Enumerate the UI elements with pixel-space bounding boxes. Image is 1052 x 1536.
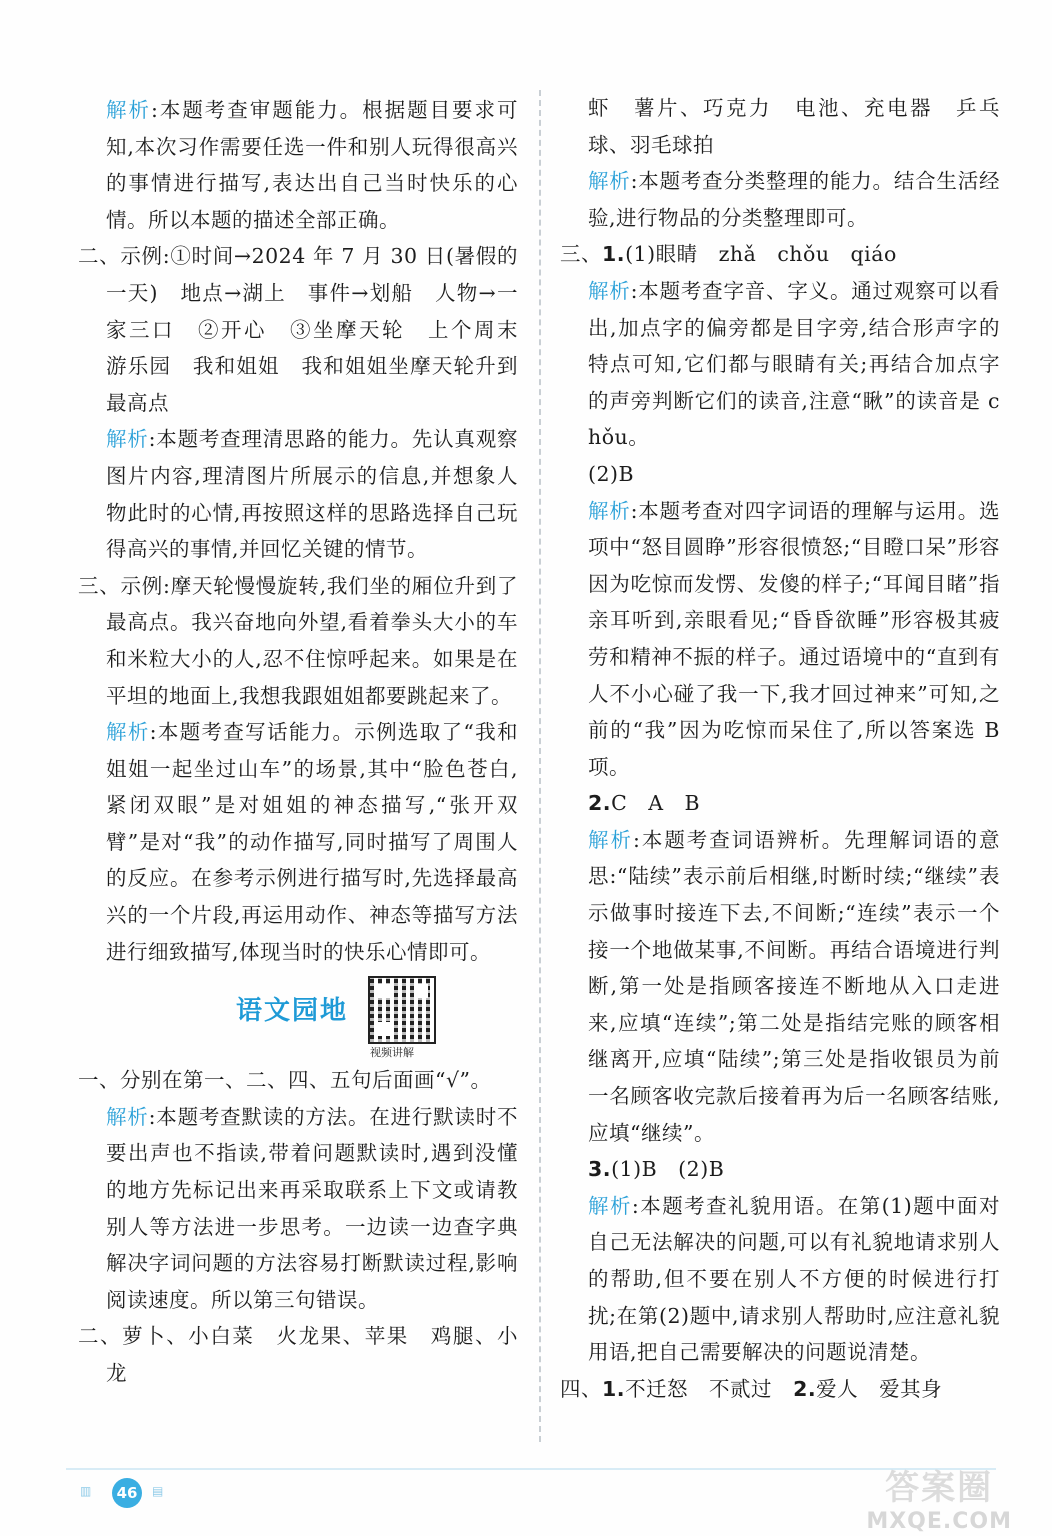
answer-item (78, 568, 518, 714)
decorative-mark-icon: ▥ (80, 1484, 92, 1498)
analysis-tag: 解析 (588, 498, 631, 523)
answer-item (560, 1151, 1000, 1188)
right-column (560, 90, 1000, 1407)
analysis-tag: 解析 (106, 1104, 149, 1129)
analysis-text: :本题考查字音、字义。通过观察可以看出,加点字的偏旁都是目字旁,结合形声字的特点可知,它们都与眼睛有关;再结合加点字的声旁判断它们的读音,注意“瞅”的读音是 chǒu。 (588, 278, 1001, 450)
answer-text: 虾 薯片、巧克力 电池、充电器 乒乓球、羽毛球拍 (588, 96, 1000, 157)
analysis-tag: 解析 (588, 278, 631, 303)
sub-question-number: 2. (793, 1376, 817, 1401)
analysis-text: :本题考查审题能力。根据题目要求可知,本次习作需要任选一件和别人玩得很高兴的事情进行描写,表达出自己当时快乐的心情。所以本题的描述全部正确。 (106, 98, 519, 232)
sub-question-number: 1. (602, 1376, 626, 1401)
answer-analysis (78, 421, 518, 567)
answer-text: 不迁怒 不贰过 (625, 1376, 773, 1401)
question-number: 二、 (78, 1324, 123, 1349)
answer-analysis (560, 273, 1000, 456)
analysis-text: :本题考查分类整理的能力。结合生活经验,进行物品的分类整理即可。 (588, 169, 1001, 230)
analysis-text: :本题考查对四字词语的理解与运用。选项中“怒目圆睁”形容很愤怒;“目瞪口呆”形容因为吃惊而发愣、发傻的样子;“耳闻目睹”指亲耳听到,亲眼看见;“昏昏欲睡”形容极其疲劳和精神不振的样子。通过语境中的“直到有人不小心碰了我一下,我才回过神来”可知,之前的“我”因为吃惊而呆住了,所以答案选 B 项。 (588, 498, 1001, 779)
watermark-logo (866, 1460, 1012, 1534)
column-divider (539, 90, 541, 1442)
watermark-main: 答案圈 (885, 1468, 994, 1508)
analysis-text: :本题考查礼貌用语。在第(1)题中面对自己无法解决的问题,可以有礼貌地请求别人的帮助,但不要在别人不方便的时候进行打扰;在第(2)题中,请求别人帮助时,应注意礼貌用语,把自己需要解决的问题说清楚。 (588, 1193, 1001, 1365)
answer-analysis (560, 822, 1000, 1151)
section-header (78, 976, 518, 1060)
footer-rule (66, 1468, 996, 1470)
page-number: 46 (112, 1478, 142, 1508)
answer-item (78, 238, 539, 421)
answer-item (560, 785, 1000, 822)
analysis-tag: 解析 (106, 98, 151, 122)
answer-item (560, 236, 1000, 273)
question-number: 四、 (560, 1376, 602, 1401)
sub-question-number: 3. (588, 1157, 612, 1182)
analysis-tag: 解析 (588, 169, 631, 194)
qr-code-icon[interactable] (368, 976, 436, 1044)
section-title: 语文园地 (236, 996, 349, 1027)
decorative-mark-icon: ▤ (152, 1484, 164, 1498)
analysis-tag: 解析 (588, 827, 633, 852)
answer-text: 分别在第一、二、四、五句后面画“√”。 (120, 1068, 492, 1093)
answer-text: C A B (611, 791, 701, 816)
question-number: 三、 (560, 242, 602, 267)
answer-item (78, 1062, 518, 1099)
analysis-text: :本题考查写话能力。示例选取了“我和姐姐一起坐过山车”的场景,其中“脸色苍白,紧闭双眼”是对姐姐的神态描写,“张开双臂”是对“我”的动作描写,同时描写了周围人的反应。在参考示例进行描写时,先选择最高兴的一个片段,再运用动作、神态等描写方法进行细致描写,体现当时的快乐心情即可。 (106, 720, 519, 964)
question-number: 三、 (78, 573, 121, 598)
answer-text: 爱人 爱其身 (816, 1376, 943, 1401)
answer-text: (1)眼睛 zhǎ chǒu qiáo (625, 242, 897, 267)
analysis-text: :本题考查词语辨析。先理解词语的意思:“陆续”表示前后相继,时断时续;“继续”表示做事时接连下去,不间断;“连续”表示一个接一个地做某事,不间断。再结合语境进行判断,第一处是指顾客接连不断地从入口走进来,应填“连续”;第二处是指结完账的顾客相继离开,应填“陆续”;第三处是指收银员为前一名顾客收完款后接着再为后一名顾客结账,应填“继续”。 (588, 827, 1001, 1145)
qr-caption: 视频讲解 (370, 1046, 414, 1060)
answer-text-continued (560, 90, 1000, 163)
analysis-tag: 解析 (588, 1193, 632, 1218)
answer-analysis (560, 163, 1000, 236)
analysis-tag: 解析 (106, 720, 150, 745)
answer-text: (1)B (2)B (611, 1157, 725, 1182)
sub-question-number: 2. (588, 791, 612, 816)
answer-text: 萝卜、小白菜 火龙果、苹果 鸡腿、小龙 (106, 1324, 519, 1385)
answer-item (78, 1318, 518, 1391)
analysis-text: :本题考查默读的方法。在进行默读时不要出声也不指读,带着问题默读时,遇到没懂的地方先标记出来再采取联系上下文或请教别人等方法进一步思考。一边读一边查字典解决字词问题的方法容易打断默读过程,影响阅读速度。所以第三句错误。 (106, 1104, 519, 1312)
analysis-tag: 解析 (106, 427, 149, 452)
answer-item (560, 1371, 1000, 1408)
question-number: 二、 (78, 244, 121, 269)
question-number: 一、 (78, 1068, 120, 1093)
answer-analysis (560, 493, 1000, 786)
answer-analysis (560, 1188, 1000, 1371)
watermark-sub: MXQE.COM (866, 1509, 1012, 1534)
answer-item (560, 456, 1000, 493)
answer-text: 示例:①时间→2024 年 7 月 30 日(暑假的一天) 地点→湖上 事件→划船 人物→一家三口 ②开心 ③坐摩天轮 上个周末 游乐园 我和姐姐 我和姐姐坐摩天轮升到最高点 (106, 244, 539, 415)
answer-text: 示例:摩天轮慢慢旋转,我们坐的厢位升到了最高点。我兴奋地向外望,看着拳头大小的车和米粒大小的人,忍不住惊呼起来。如果是在平坦的地面上,我想我跟姐姐都要跳起来了。 (106, 573, 518, 708)
answer-text: (2)B (588, 461, 635, 486)
answer-analysis (78, 92, 518, 238)
answer-analysis (78, 714, 518, 970)
sub-question-number: 1. (602, 242, 626, 267)
analysis-text: :本题考查理清思路的能力。先认真观察图片内容,理清图片所展示的信息,并想象人物此时的心情,再按照这样的思路选择自己玩得高兴的事情,并回忆关键的情节。 (106, 427, 519, 562)
answer-analysis (78, 1099, 518, 1319)
left-column (78, 92, 539, 1392)
